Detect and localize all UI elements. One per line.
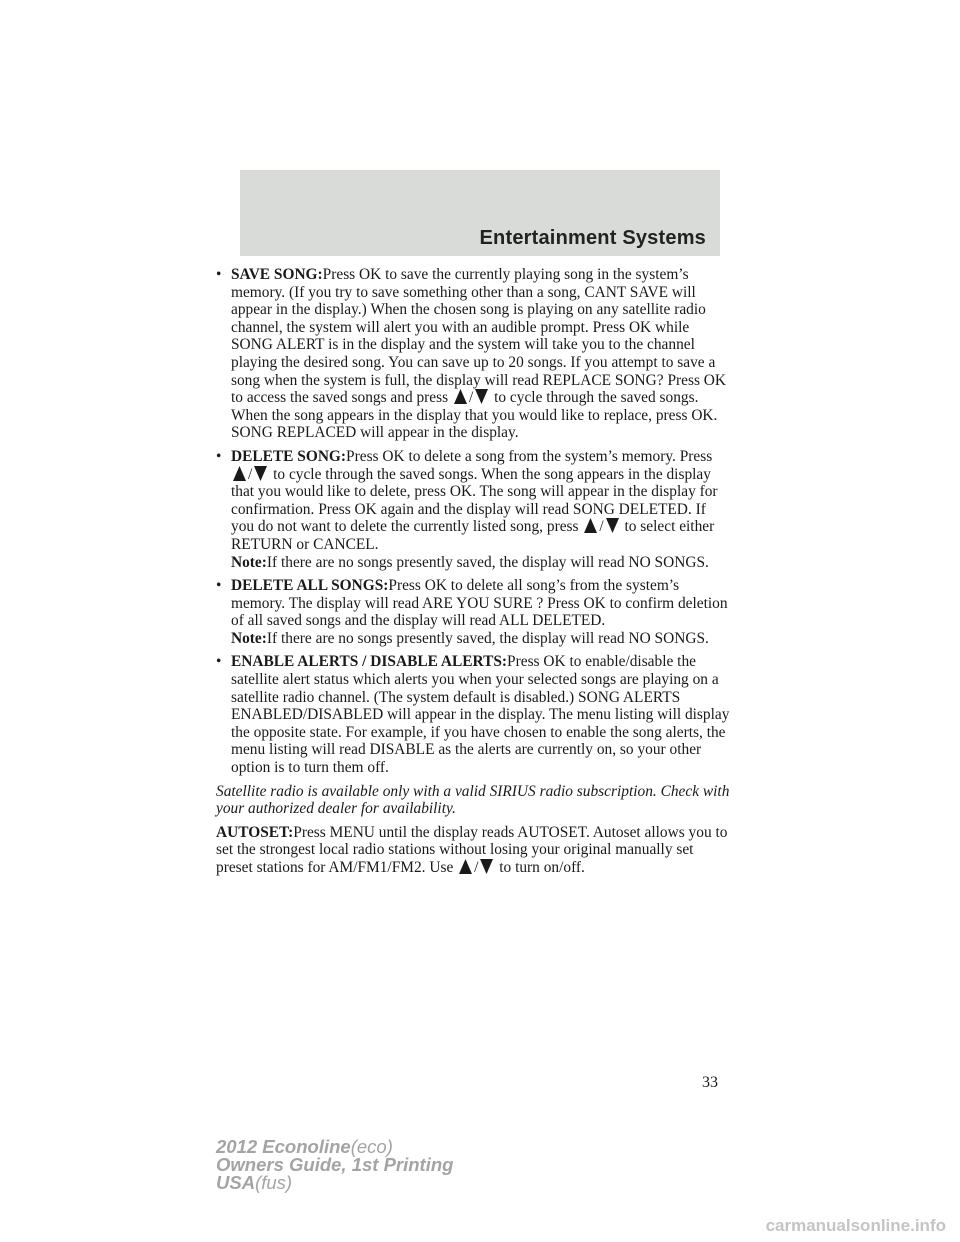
term-autoset: AUTOSET: [216, 823, 294, 841]
footer-info [216, 1138, 453, 1192]
autoset-text: Press MENU until the display reads AUTOSET. Autoset allows you to set the strongest local radio stations without losing your original manually set preset stations for AM/FM1/FM2. Use [216, 823, 728, 876]
term-save-song: SAVE SONG: [231, 266, 323, 283]
term-delete-all-songs: DELETE ALL SONGS: [231, 577, 389, 595]
arrow-separator: / [474, 859, 479, 876]
up-arrow-icon [583, 518, 598, 533]
item-text: to cycle through the saved songs. When the song appears in the display that you would like to replace, press OK. SONG REPLACED will appear in the display. [231, 389, 718, 442]
bullet: • [216, 653, 222, 671]
note [231, 630, 730, 648]
up-arrow-icon [232, 466, 247, 481]
up-arrow-icon [458, 859, 473, 874]
note-text: If there are no songs presently saved, the display will read NO SONGS. [266, 553, 709, 571]
down-arrow-icon [479, 859, 494, 874]
arrow-separator: / [468, 389, 474, 407]
autoset-text: to turn on/off. [495, 859, 585, 876]
autoset-paragraph [216, 824, 730, 877]
footer-model: 2012 Econoline [216, 1136, 351, 1157]
satellite-note: Satellite radio is available only with a valid SIRIUS radio subscription. Check with your authorized dealer for availability. [216, 782, 730, 818]
up-arrow-icon [453, 389, 468, 404]
footer-market-code: (fus) [255, 1172, 293, 1193]
term-delete-song: DELETE SONG: [231, 447, 347, 465]
down-arrow-icon [474, 389, 489, 404]
bullet: • [216, 577, 222, 595]
note [231, 554, 730, 572]
header-band [240, 170, 720, 256]
down-arrow-icon [605, 518, 620, 533]
item-text: Press OK to delete all song’s from the system’s memory. The display will read ARE YOU SURE ? Press OK to confirm deletion of all saved songs and the display will read ALL DELETED. [231, 577, 728, 630]
arrow-separator: / [599, 518, 604, 536]
list-item-delete-song [216, 448, 730, 571]
bullet: • [216, 447, 222, 465]
item-text: Press OK to save the currently playing song in the system’s memory. (If you try to save something other than a song, CANT SAVE will appear in the display.) When the chosen song is playing on any satellite radio channel, the system will alert you with an audible prompt. Press OK while SONG ALERT is in the display and the system will take you to the channel playing the desired song. You can save up to 20 songs. If you attempt to save a song when the system is full, the display will read REPLACE SONG? Press OK to access the saved songs and press [231, 266, 727, 407]
list-item-save-song [216, 266, 730, 442]
section-title: Entertainment Systems [479, 227, 706, 249]
item-text: Press OK to delete a song from the system’s memory. Press [346, 447, 713, 465]
item-text: Press OK to enable/disable the satellite alert status which alerts you when your selected songs are playing on a satellite radio channel. (The system default is disabled.) SONG ALERTS ENABLED/DISABLED will appear in the display. The menu listing will display the opposite state. For example, if you have chosen to enable the song alerts, the menu listing will read DISABLE as the alerts are currently on, so your other option is to turn them off. [231, 653, 730, 777]
page-number: 33 [702, 1074, 718, 1091]
list-item-enable-alerts [216, 653, 730, 776]
item-text: to cycle through the saved songs. When the song appears in the display that you would like to delete, press OK. The song will appear in the display for confirmation. Press OK again and the display will read SONG DELETED. If you do not want to delete the currently listed song, press [231, 465, 718, 536]
note-label: Note: [231, 553, 267, 571]
content-body [216, 266, 730, 883]
bullet: • [216, 266, 222, 283]
note-text: If there are no songs presently saved, the display will read NO SONGS. [266, 629, 709, 647]
list-item-delete-all-songs [216, 577, 730, 647]
footer-printing: Owners Guide, 1st Printing [216, 1154, 454, 1175]
term-enable-alerts: ENABLE ALERTS / DISABLE ALERTS: [231, 653, 508, 671]
arrow-separator: / [248, 465, 253, 483]
watermark: carmanualsonline.info [765, 1216, 946, 1235]
down-arrow-icon [253, 466, 268, 481]
footer-model-code: (eco) [350, 1136, 393, 1157]
note-label: Note: [231, 629, 267, 647]
item-text: to select either RETURN or CANCEL. [231, 518, 715, 553]
footer-market: USA [216, 1172, 256, 1193]
